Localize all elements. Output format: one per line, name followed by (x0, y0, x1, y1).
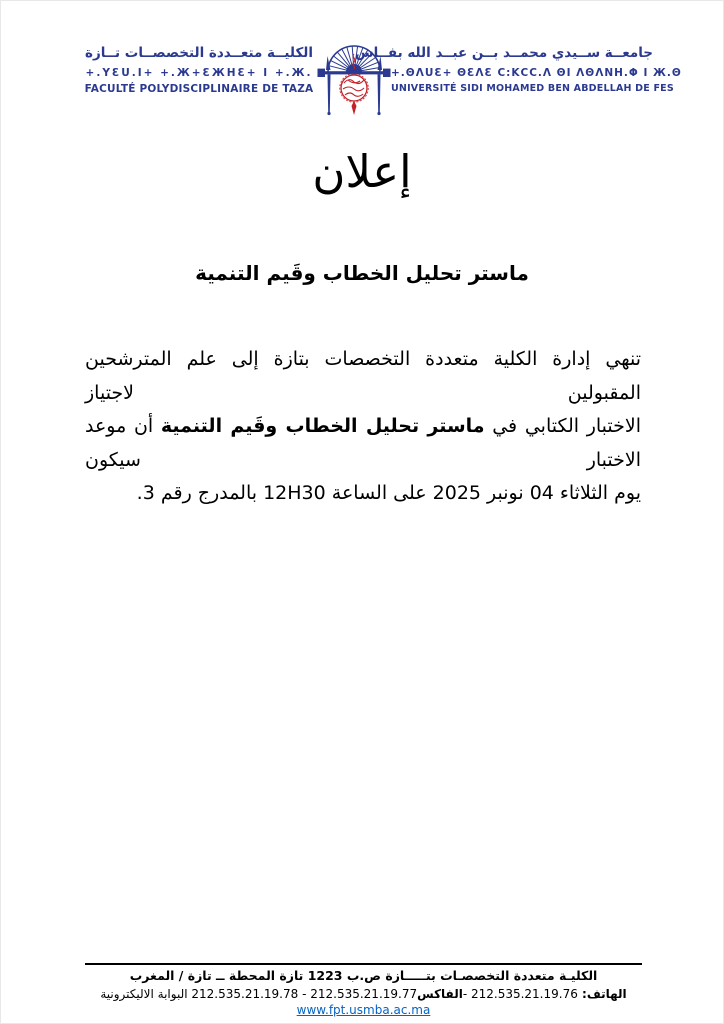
master-name-bold: ماستر تحليل الخطاب وقَيم التنمية (160, 415, 485, 437)
body-line-3: يوم الثلاثاء 04 نونبر 2025 على الساعة 12H30 بالمدرج رقم 3. (136, 482, 641, 504)
faculty-block (81, 45, 317, 94)
footer-contacts (85, 986, 642, 1018)
page-footer (85, 963, 642, 1018)
body-line-1: تنهي إدارة الكلية متعددة التخصصات بتازة إلى علم المترشحين المقبولين لاجتياز (85, 348, 641, 404)
university-block (354, 45, 682, 94)
footer-address: الكليـة متعددة التخصصـات بتـــــازة ص.ب 1223 تازة المحطة ــ تازة / المغرب (129, 968, 598, 983)
university-name-arabic: جامعــة ســيدي محمــد بــن عبــد الله بفــاس (354, 45, 653, 61)
announcement-title: إعلان (312, 145, 412, 198)
master-program-title: ماستر تحليل الخطاب وقَيم التنمية (195, 261, 529, 285)
body-line-2: الاختبار الكتابي في ماستر تحليل الخطاب وقَيم التنمية أن موعد الاختبار سيكون (85, 415, 641, 471)
faculty-name-arabic: الكليــة متعــددة التخصصــات تــازة (84, 45, 313, 61)
portal-link[interactable]: www.fpt.usmba.ac.ma (296, 1003, 431, 1018)
footer-divider (85, 963, 642, 965)
portal-label: البوابة الاليكترونية (100, 986, 188, 1001)
phone-number: 212.535.21.19.76 - (462, 986, 578, 1001)
phone-label: الهاتف: (577, 986, 627, 1001)
fax-numbers: 212.535.21.19.77 - 212.535.21.19.78 (187, 986, 418, 1001)
announcement-body (85, 343, 641, 511)
faculty-name-french: FACULTÉ POLYDISCIPLINAIRE DE TAZA (84, 82, 314, 95)
university-name-french: UNIVERSITÉ SIDI MOHAMED BEN ABDELLAH DE FES (391, 82, 674, 94)
university-name-tifinagh: +.ΘΛUƐ+ ΘƐΛƐ C:ΚCC.Λ ΘΙ ΛΘΛΝΗ.Φ Ι Ж.Θ (391, 67, 682, 80)
letterhead (81, 45, 682, 127)
fax-label: الفاكس (417, 986, 463, 1001)
faculty-name-tifinagh: +.ΥƐU.Ι+ +.Ж+ƐЖHƐ+ Ι +.Ж. (85, 67, 313, 80)
